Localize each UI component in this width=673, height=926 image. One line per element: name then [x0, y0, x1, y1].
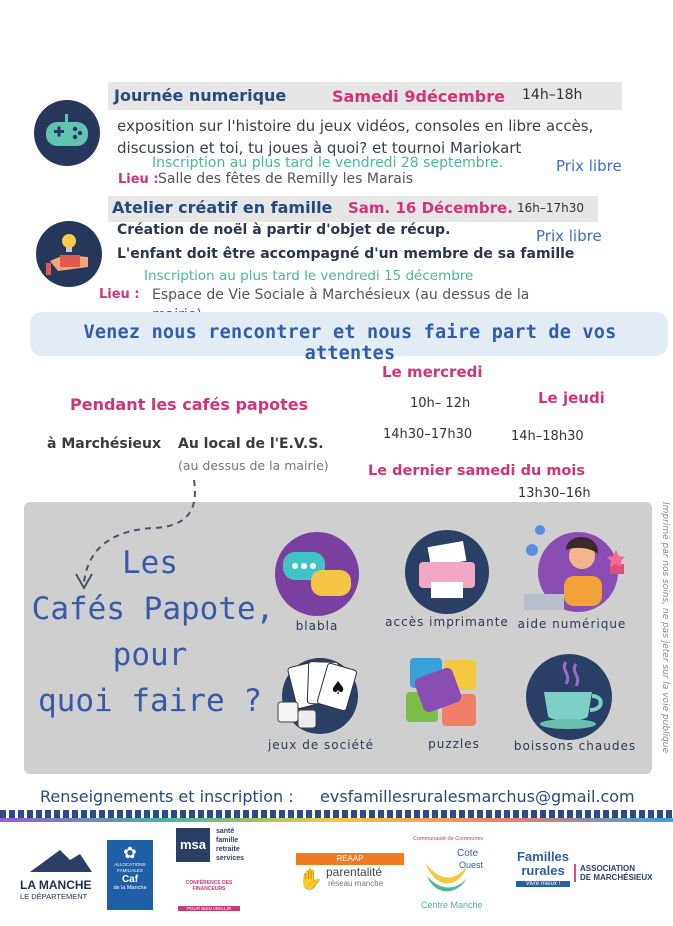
item-label-printer: accès imprimante: [385, 615, 509, 629]
event2-line1: Création de noël à partir d'objet de récup.: [117, 222, 451, 238]
contact-email[interactable]: evsfamillesruralesmarchus@gmail.com: [320, 787, 635, 806]
la-manche-text: LA MANCHE: [20, 878, 92, 892]
contact-label: Renseignements et inscription :: [40, 787, 294, 806]
question-line-2: Cafés Papote,: [31, 591, 275, 627]
reaap-text: REAAP: [296, 853, 404, 865]
la-manche-logo: [20, 846, 100, 901]
local-note: (au dessus de la mairie): [178, 458, 329, 473]
event2-lieu: Espace de Vie Sociale à Marchésieux (au dessus de la: [152, 287, 530, 303]
woman-laptop-icon: [520, 520, 630, 618]
msa-mark: msa: [176, 828, 210, 862]
vivre-text: Vivre mieux !: [516, 881, 570, 887]
jeudi-time: 14h–18h30: [511, 429, 584, 444]
meet-us-text: Venez nous rencontrer et nous faire part de vos attentes: [83, 322, 617, 364]
footer-color-stripe: [0, 818, 673, 822]
conference-logo: [178, 870, 240, 916]
footer-divider: [0, 810, 673, 818]
conference-sub: POUR BIEN VIEILLIR: [178, 906, 240, 911]
event1-time: 14h–18h: [522, 87, 583, 103]
gamepad-icon: [34, 100, 100, 166]
familles-rurales-logo: [510, 850, 576, 904]
event1-lieu: Salle des fêtes de Remilly les Marais: [158, 171, 414, 187]
event2-date: Sam. 16 Décembre.: [348, 199, 513, 217]
event2-time: 16h–17h30: [517, 201, 585, 215]
item-label-blabla: blabla: [295, 619, 339, 633]
samedi-label: Le dernier samedi du mois: [368, 463, 585, 479]
conference-text: CONFÉRENCE DES FINANCEURS: [185, 880, 233, 892]
event1-description: exposition sur l'histoire du jeux vidéos, consoles en libre accès, discussion et toi, tu joues à quoi? et tournoi Mariokart: [117, 117, 594, 157]
caf-flower-icon: ✿: [123, 843, 137, 862]
ouest-text: Ouest: [459, 860, 484, 870]
samedi-time: 13h30–16h: [518, 486, 591, 501]
caf-logo: [107, 840, 153, 910]
reaap-logo: [296, 853, 404, 891]
hands-idea-icon: [36, 221, 102, 287]
event1-title: Journée numerique: [114, 86, 287, 105]
msa-line-3: retraite: [216, 846, 240, 853]
question-line-4: quoi faire ?: [38, 683, 262, 719]
hand-icon: ✋: [298, 867, 323, 891]
parentalite-text: parentalité: [326, 865, 383, 879]
cards-dice-icon: [270, 654, 366, 736]
mercredi-label: Le mercredi: [382, 363, 483, 381]
mercredi-time1: 10h– 12h: [410, 396, 471, 411]
assoc-text-2: DE MARCHÉSIEUX: [580, 873, 653, 882]
cc-top-text: Communauté de Communes: [413, 836, 484, 842]
print-note: Imprimé par nos soins, ne pas jeter sur la voie publique: [660, 502, 670, 754]
item-label-jeux: jeux de société: [267, 738, 375, 752]
event2-price: Prix libre: [536, 227, 602, 245]
local-label: Au local de l'E.V.S.: [178, 436, 324, 452]
event1-date: Samedi 9décembre: [332, 87, 505, 106]
msa-line-2: famille: [216, 837, 239, 844]
la-manche-sub: LE DÉPARTEMENT: [20, 892, 88, 901]
item-label-puzzles: puzzles: [428, 737, 480, 751]
jeudi-label: Le jeudi: [538, 389, 605, 407]
cote-ouest-logo: [413, 836, 503, 914]
event2-line2: L'enfant doit être accompagné d'un membre de sa famille: [117, 246, 575, 262]
place-label: à Marchésieux: [47, 436, 161, 452]
event2-inscription: Inscription au plus tard le vendredi 15 décembre: [144, 268, 474, 284]
item-label-boissons: boissons chaudes: [513, 739, 637, 753]
centre-text: Centre Manche: [421, 900, 483, 910]
reseau-text: réseau manche: [328, 879, 384, 888]
speech-bubbles-icon: [275, 532, 359, 616]
event2-lieu-label: Lieu :: [99, 287, 140, 302]
rurales-text: rurales: [521, 863, 565, 878]
question-line-3: pour: [112, 637, 188, 673]
event2-title: Atelier créatif en famille: [112, 198, 333, 217]
puzzle-icon: [400, 652, 496, 736]
mercredi-time2: 14h30–17h30: [383, 427, 473, 442]
event1-price: Prix libre: [556, 157, 622, 175]
assoc-block: [574, 864, 666, 882]
cote-text: Cote: [457, 848, 479, 859]
event1-lieu-label: Lieu :: [118, 172, 159, 187]
item-label-aide-numerique: aide numérique: [517, 617, 627, 631]
teacup-icon: [526, 654, 612, 740]
caf-top-text: ALLOCATIONS FAMILIALES: [114, 862, 146, 873]
familles-text: Familles: [516, 849, 570, 864]
msa-line-4: services: [216, 855, 245, 862]
assoc-text: ASSOCIATION: [580, 864, 635, 873]
msa-line-1: santé: [216, 828, 235, 835]
event1-inscription: Inscription au plus tard le vendredi 28 septembre.: [152, 155, 504, 171]
printer-icon: [405, 530, 489, 614]
caf-sub: de la Manche: [113, 885, 147, 891]
caf-text: Caf: [121, 874, 139, 885]
svg-text:♠: ♠: [330, 678, 347, 699]
question-line-1: Les: [122, 545, 178, 581]
cafes-papotes-label: Pendant les cafés papotes: [70, 395, 309, 414]
msa-logo: [176, 828, 258, 866]
